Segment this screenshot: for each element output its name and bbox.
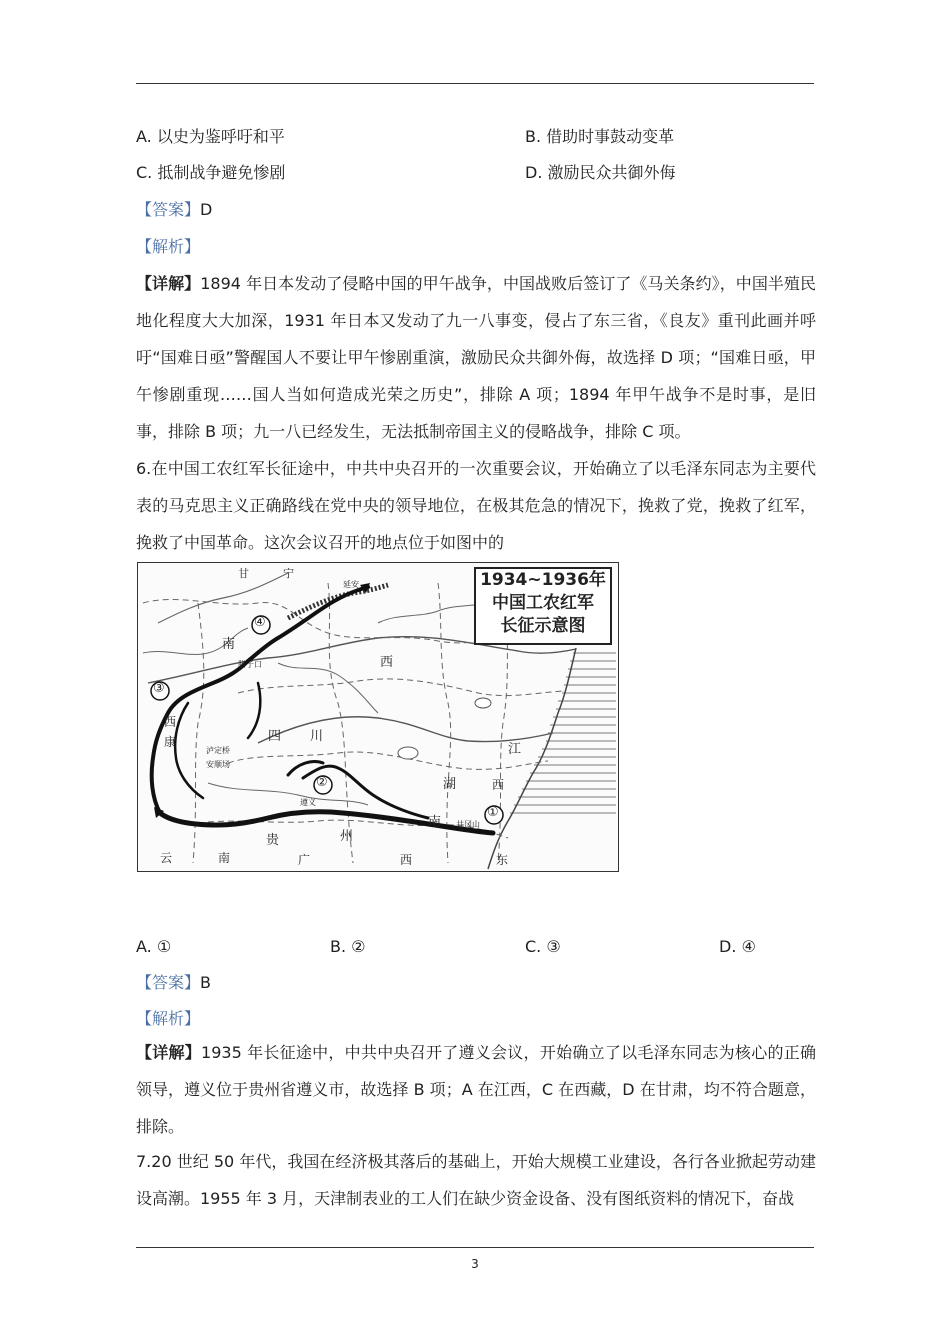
- q5-answer: [136, 191, 816, 228]
- map-title-box: [474, 567, 612, 645]
- q6-option-a: A. ①: [136, 937, 172, 956]
- footer-rule: [136, 1247, 814, 1248]
- map-title-line1: 1934~1936年: [480, 570, 606, 590]
- detail-tag: 【详解】: [136, 274, 201, 293]
- map-title-line3: 长征示意图: [500, 616, 586, 636]
- header-rule: [136, 83, 814, 84]
- q6-option-c: C. ③: [525, 937, 561, 956]
- map-label-nan-n: 南: [222, 637, 236, 652]
- map-label-nan-s: 南: [218, 851, 231, 865]
- page-number: 3: [471, 1257, 479, 1271]
- q5-option-b: B. 借助时事鼓动变革: [525, 127, 675, 146]
- q6-stem: 6.在中国工农红军长征途中，中共中央召开的一次重要会议，开始确立了以毛泽东同志为主要代表的马克思主义正确路线在党中央的领导地位，在极其危急的情况下，挽救了党，挽救了红军，挽救了中国革命。这次会议召开的地点位于如图中的: [136, 459, 816, 552]
- map-marker-3: ③: [153, 681, 165, 696]
- map-label-nan-m: 南: [428, 815, 442, 830]
- map-label-xi-e: 西: [492, 778, 505, 792]
- map-label-guang: 广: [298, 853, 311, 867]
- map-label-luding: 泸定桥: [206, 746, 230, 755]
- map-label-xi-s: 西: [400, 853, 413, 867]
- map-label-kang: 康: [164, 735, 177, 749]
- map-marker-4: ④: [254, 615, 266, 630]
- detail-text: 1935 年长征途中，中共中央召开了遵义会议，开始确立了以毛泽东同志为核心的正确领导，遵义位于贵州省遵义市，故选择 B 项；A 在江西，C 在西藏，D 在甘肃，均不符合题意，排除。: [136, 1043, 816, 1136]
- q7-stem: 7.20 世纪 50 年代，我国在经济极其落后的基础上，开始大规模工业建设，各行各业掀起劳动建设高潮。1955 年 3 月，天津制表业的工人们在缺少资金设备、没有图纸资料的情况下，奋战: [136, 1152, 816, 1208]
- map-marker-1: ①: [487, 805, 499, 820]
- map-label-yanan: 延安: [343, 580, 359, 589]
- map-label-anshun: 安顺场: [206, 760, 230, 769]
- map-label-yun: 云: [160, 851, 173, 865]
- map-label-lazikou: 腊子口: [238, 660, 262, 669]
- map-label-si: 四: [268, 729, 282, 744]
- q6-answer: [136, 964, 816, 1001]
- map-label-chuan: 川: [310, 729, 324, 744]
- map-label-zunyi: 遵义: [300, 798, 316, 807]
- long-march-map: [137, 562, 619, 872]
- map-title-line2: 中国工农红军: [492, 593, 594, 613]
- map-label-xi-w: 西: [164, 715, 177, 729]
- answer-value: D: [200, 200, 213, 219]
- analysis-tag: 【解析】: [136, 1009, 201, 1028]
- analysis-tag: 【解析】: [136, 237, 201, 256]
- q5-option-c: C. 抵制战争避免惨剧: [136, 163, 286, 182]
- map-label-jiang: 江: [508, 742, 522, 757]
- answer-value: B: [200, 973, 211, 992]
- map-label-hu: 湖: [443, 777, 457, 792]
- detail-text: 1894 年日本发动了侵略中国的甲午战争，中国战败后签订了《马关条约》，中国半殖民地化程度大大加深，1931 年日本又发动了九一八事变，侵占了东三省，《良友》重刊此画并呼吁“国难日亟”警醒国人不要让甲午惨剧重演，激励民众共御外侮，故选择 D 项；“国难日亟，甲午惨剧重现……国人当如何造成光荣之历史”，排除 A 项；1894 年甲午战争不是时事，是旧事，排除 B 项；九一八已经发生，无法抵制帝国主义的侵略战争，排除 C 项。: [136, 274, 816, 441]
- q5-detail: [136, 265, 816, 450]
- map-label-dong: 东: [496, 853, 509, 867]
- detail-tag: 【详解】: [136, 1043, 202, 1062]
- q6-analysis-tag: [136, 1000, 816, 1037]
- q6-option-b: B. ②: [330, 937, 366, 956]
- q5-analysis-tag: [136, 228, 816, 265]
- map-label-gui: 贵: [266, 833, 280, 848]
- map-label-xi-n: 西: [380, 655, 394, 670]
- q5-option-d: D. 激励民众共御外侮: [525, 163, 676, 182]
- map-label-zhou: 州: [340, 829, 354, 844]
- map-label-jinggang: 井冈山: [456, 820, 480, 829]
- map-marker-2: ②: [316, 775, 328, 790]
- answer-tag: 【答案】: [136, 200, 201, 219]
- map-label-gan: 甘: [238, 567, 249, 580]
- answer-tag: 【答案】: [136, 973, 201, 992]
- q6-option-d: D. ④: [719, 937, 756, 956]
- q5-option-a: A. 以史为鉴呼吁和平: [136, 127, 285, 146]
- q6-detail: [136, 1034, 816, 1145]
- map-label-ning: 宁: [283, 567, 294, 580]
